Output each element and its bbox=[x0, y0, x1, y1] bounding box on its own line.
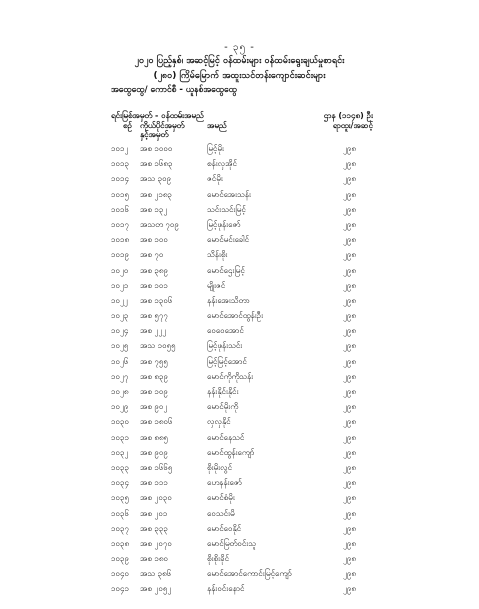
row-rank: အစ ၈၃၉ bbox=[140, 371, 168, 381]
document-title: ၂၀၂၀ ပြည့်နှစ်၊ အဆင့်မြင့် ဝန်ထမ်းများ ဝန်ထမ်းရွေးချယ်မှုစာရင်း bbox=[134, 56, 345, 66]
row-name: စိုးစိုးခိုင် bbox=[207, 554, 229, 564]
row-serial: ၁၀၃၃ bbox=[111, 462, 129, 472]
row-name: မောင်ဝေနိုင် bbox=[207, 523, 242, 533]
row-rank: အစ ၁၈၀၆ bbox=[140, 417, 173, 427]
table-row bbox=[111, 354, 373, 369]
row-rank: အစ ၁၁၁ bbox=[140, 478, 168, 488]
row-serial: ၁၀၂၈ bbox=[111, 387, 129, 396]
row-note: ၂၉၈ bbox=[343, 189, 356, 199]
row-rank: အစ ၃၈၉ bbox=[140, 265, 168, 275]
row-name: မြင့်မိုး bbox=[207, 144, 224, 153]
row-note: ၂၉၈ bbox=[343, 235, 356, 245]
meta-line-1: အထွေထွေ/ ကောင်စီ - ယူနစ်အထွေထွေ bbox=[111, 85, 237, 95]
row-note: ၂၉၈ bbox=[343, 417, 356, 427]
table-body bbox=[111, 141, 373, 597]
row-rank: အသ ၁၀၅၅ bbox=[140, 341, 176, 351]
table-row bbox=[111, 247, 373, 262]
row-rank: အစ ၂၁၈၃ bbox=[140, 189, 172, 199]
row-serial: ၁၀၁၄ bbox=[111, 174, 129, 184]
row-rank: အစ ၁၀၁ bbox=[140, 280, 168, 290]
table-row bbox=[111, 566, 373, 581]
row-note: ၂၉၈ bbox=[343, 265, 356, 275]
row-note: ၂၉၈ bbox=[343, 174, 356, 184]
row-rank: အစ ၂၀၃၀ bbox=[140, 493, 172, 503]
table-row bbox=[111, 490, 373, 505]
row-note: ၂၉၈ bbox=[343, 478, 356, 488]
row-note: ၂၉၈ bbox=[343, 250, 356, 260]
table-row bbox=[111, 171, 373, 186]
row-rank: အသတ ၇၀၉ bbox=[140, 219, 179, 229]
table-row bbox=[111, 475, 373, 490]
row-rank: အစ ၇၅၅ bbox=[140, 356, 168, 366]
row-rank: အစ ၁၃၂ bbox=[140, 204, 168, 214]
table-row bbox=[111, 278, 373, 293]
row-name: မောင်ကိုကိုသန်း bbox=[207, 371, 254, 381]
row-name: ဟေနန်းဇော် bbox=[207, 478, 242, 488]
row-serial: ၁၀၁၂ bbox=[111, 144, 129, 153]
row-name: ဝေသင်းမိ bbox=[207, 508, 235, 518]
row-note: ၂၉၈ bbox=[343, 432, 356, 442]
row-note: ၂၉၈ bbox=[343, 295, 356, 305]
row-name: မောင်မိုးကို bbox=[207, 402, 239, 412]
row-note: ၂၉၈ bbox=[343, 326, 356, 336]
row-rank: အစ ၇၀ bbox=[140, 250, 164, 260]
table-row bbox=[111, 187, 373, 202]
row-name: မျိုးဇင် bbox=[207, 280, 226, 290]
row-note: ၂၉၈ bbox=[343, 356, 356, 366]
row-rank: အစ ၂၀၇၀ bbox=[140, 538, 172, 548]
row-rank: အစ ၉၀၂ bbox=[140, 402, 168, 412]
page-number: - ၃၅ - bbox=[224, 42, 255, 53]
row-note: ၂၉၈ bbox=[343, 159, 356, 169]
row-name: စန်းလှအိုင် bbox=[207, 159, 237, 169]
row-note: ၂၉၈ bbox=[343, 569, 356, 579]
row-note: ၂၉၈ bbox=[343, 584, 356, 594]
row-serial: ၁၀၁၆ bbox=[111, 204, 129, 214]
row-name: မောင်ဌေးမြင့် bbox=[207, 265, 245, 275]
row-serial: ၁၀၁၃ bbox=[111, 159, 129, 169]
row-note: ၂၉၈ bbox=[343, 447, 356, 457]
row-serial: ၁၀၃၄ bbox=[111, 478, 129, 488]
row-serial: ၁၀၂၇ bbox=[111, 371, 129, 381]
row-note: ၂၉၈ bbox=[343, 371, 356, 381]
row-note: ၂၉၈ bbox=[343, 554, 356, 564]
row-rank: အစ ၉၀၉ bbox=[140, 447, 168, 457]
table-row bbox=[111, 506, 373, 521]
row-name: မောင်မင်းခေါင် bbox=[207, 235, 250, 245]
row-serial: ၁၀၁၅ bbox=[111, 189, 129, 199]
row-note: ၂၉၈ bbox=[343, 144, 356, 153]
row-name: မောင်နေသင် bbox=[207, 432, 245, 442]
row-serial: ၁၀၃၀ bbox=[111, 417, 129, 427]
table-row bbox=[111, 323, 373, 338]
row-name: မြင့်ဖုန်းဇော် bbox=[207, 219, 241, 229]
row-rank: အစ ၁၆၆၅ bbox=[140, 462, 173, 472]
row-serial: ၁၀၄၁ bbox=[111, 584, 129, 594]
row-name: နန်းအေးသိတာ bbox=[207, 295, 250, 305]
table-row bbox=[111, 369, 373, 384]
row-name: မောင်အောင်ထွန်းဦး bbox=[207, 311, 264, 321]
row-rank: အသ ၃၀၉ bbox=[140, 174, 172, 184]
row-serial: ၁၀၂၄ bbox=[111, 326, 129, 336]
row-serial: ၁၀၁၈ bbox=[111, 235, 130, 245]
table-row bbox=[111, 414, 373, 429]
row-serial: ၁၀၄၀ bbox=[111, 569, 129, 579]
row-name: လှလှနိုင် bbox=[207, 417, 231, 427]
row-note: ၂၉၈ bbox=[343, 280, 356, 290]
row-rank: အစ ၁၀၀၀ bbox=[140, 144, 173, 153]
row-name: နန်းနိုင်းနိုင်း bbox=[207, 387, 239, 396]
row-note: ၂၉၈ bbox=[343, 508, 356, 518]
row-name: သင်းသင်းမြင့် bbox=[207, 204, 246, 214]
row-rank: အစ ၁၈၀ bbox=[140, 554, 168, 564]
row-serial: ၁၀၂၀ bbox=[111, 265, 129, 275]
row-serial: ၁၀၂၆ bbox=[111, 356, 129, 366]
table-row bbox=[111, 521, 373, 536]
row-name: မောင်ထွန်းကျော် bbox=[207, 447, 255, 457]
table-row bbox=[111, 338, 373, 353]
table-row bbox=[111, 202, 373, 217]
table-row bbox=[111, 581, 373, 596]
row-rank: အစ ၁၀၀ bbox=[140, 235, 168, 245]
header-rank-line2: နှင့်အမှတ် bbox=[140, 130, 169, 139]
row-name: မြင့်မြင့်အောင် bbox=[207, 356, 247, 366]
row-rank: အစ ၅၇၇ bbox=[140, 311, 168, 321]
row-serial: ၁၀၂၃ bbox=[111, 311, 129, 321]
row-name: ဇင်မိုး bbox=[207, 174, 223, 184]
table-row bbox=[111, 141, 373, 156]
row-rank: အစ ၁၀၉ bbox=[140, 387, 168, 396]
table-row bbox=[111, 308, 373, 323]
table-row bbox=[111, 551, 373, 566]
table-row bbox=[111, 232, 373, 247]
row-serial: ၁၀၂၁ bbox=[111, 280, 129, 290]
row-serial: ၁၀၃၇ bbox=[111, 523, 129, 533]
row-name: သိန်းစိုး bbox=[207, 250, 228, 260]
row-note: ၂၉၈ bbox=[343, 462, 356, 472]
row-name: မြင့်ဖုန်းသင်း bbox=[207, 341, 243, 351]
table-row bbox=[111, 156, 373, 171]
document-subtitle: (၂၈၀) ကြိမ်မြောက် အထူးသင်တန်းကျောင်းဆင်းများ bbox=[153, 71, 326, 81]
row-rank: အစ ၁၆၈၃ bbox=[140, 159, 173, 169]
row-note: ၂၉၈ bbox=[343, 523, 356, 533]
row-serial: ၁၀၁၇ bbox=[111, 219, 129, 229]
row-rank: အစ ၂၀၁ bbox=[140, 508, 168, 518]
header-serial: စဉ် bbox=[123, 121, 132, 130]
row-serial: ၁၀၂၅ bbox=[111, 341, 129, 351]
row-rank: အစ ၂၂၂ bbox=[140, 326, 167, 336]
row-serial: ၁၀၁၉ bbox=[111, 250, 129, 260]
row-serial: ၁၀၂၂ bbox=[111, 295, 128, 305]
row-note: ၂၉၈ bbox=[343, 219, 356, 229]
row-name: ဝေဝေအောင် bbox=[207, 326, 244, 336]
header-name: အမည် bbox=[207, 121, 227, 130]
row-serial: ၁၀၃၆ bbox=[111, 508, 129, 518]
row-rank: အစ ၂၀၅၂ bbox=[140, 584, 172, 594]
table-row bbox=[111, 217, 373, 232]
row-name: မောင်အေးသန်း bbox=[207, 189, 251, 199]
row-serial: ၁၀၃၅ bbox=[111, 493, 129, 503]
row-name: နန်းဝင်းနောင် bbox=[207, 584, 245, 594]
header-note: ရာထူး/အဆင့် bbox=[332, 121, 373, 130]
row-note: ၂၉၈ bbox=[343, 311, 356, 321]
table-row bbox=[111, 430, 373, 445]
row-note: ၂၉၈ bbox=[343, 402, 356, 412]
row-name: စိုးမိုးလွင် bbox=[207, 462, 233, 472]
row-rank: အစ ၈၈၅ bbox=[140, 432, 169, 442]
table-row bbox=[111, 263, 373, 278]
row-serial: ၁၀၃၉ bbox=[111, 554, 129, 564]
table-row bbox=[111, 460, 373, 475]
table-row bbox=[111, 293, 373, 308]
row-note: ၂၉၈ bbox=[343, 493, 356, 503]
row-note: ၂၉၈ bbox=[343, 538, 356, 548]
row-serial: ၁၀၃၁ bbox=[111, 432, 129, 442]
row-serial: ၁၀၂၉ bbox=[111, 402, 129, 412]
row-rank: အစ ၃၃၃ bbox=[140, 523, 168, 533]
header-source: ရင်းမြစ်အမှတ် - ဝန်ထမ်းအမည် bbox=[111, 111, 204, 120]
header-rank: ကိုယ်ပိုင်အမှတ် bbox=[140, 121, 185, 130]
row-name: မောင်မြတ်ဝင်းသူ bbox=[207, 538, 257, 548]
row-name: မောင်စံမိုး bbox=[207, 493, 235, 503]
row-serial: ၁၀၃၂ bbox=[111, 447, 129, 457]
table-row bbox=[111, 399, 373, 414]
row-note: ၂၉၈ bbox=[343, 341, 356, 351]
row-rank: အသ ၃၈၆ bbox=[140, 569, 172, 579]
row-note: ၂၉၈ bbox=[343, 387, 356, 396]
table-row bbox=[111, 384, 373, 399]
row-name: မောင်အောင်ကောင်းမြင့်ကျော် bbox=[207, 569, 292, 579]
header-total: ဌာန (၁၁၄၈) ဦး bbox=[323, 111, 373, 120]
row-rank: အစ ၁၃၀၆ bbox=[140, 295, 173, 305]
table-row bbox=[111, 536, 373, 551]
table-header bbox=[111, 110, 373, 138]
table-row bbox=[111, 445, 373, 460]
row-serial: ၁၀၃၈ bbox=[111, 538, 130, 548]
row-note: ၂၉၈ bbox=[343, 204, 356, 214]
